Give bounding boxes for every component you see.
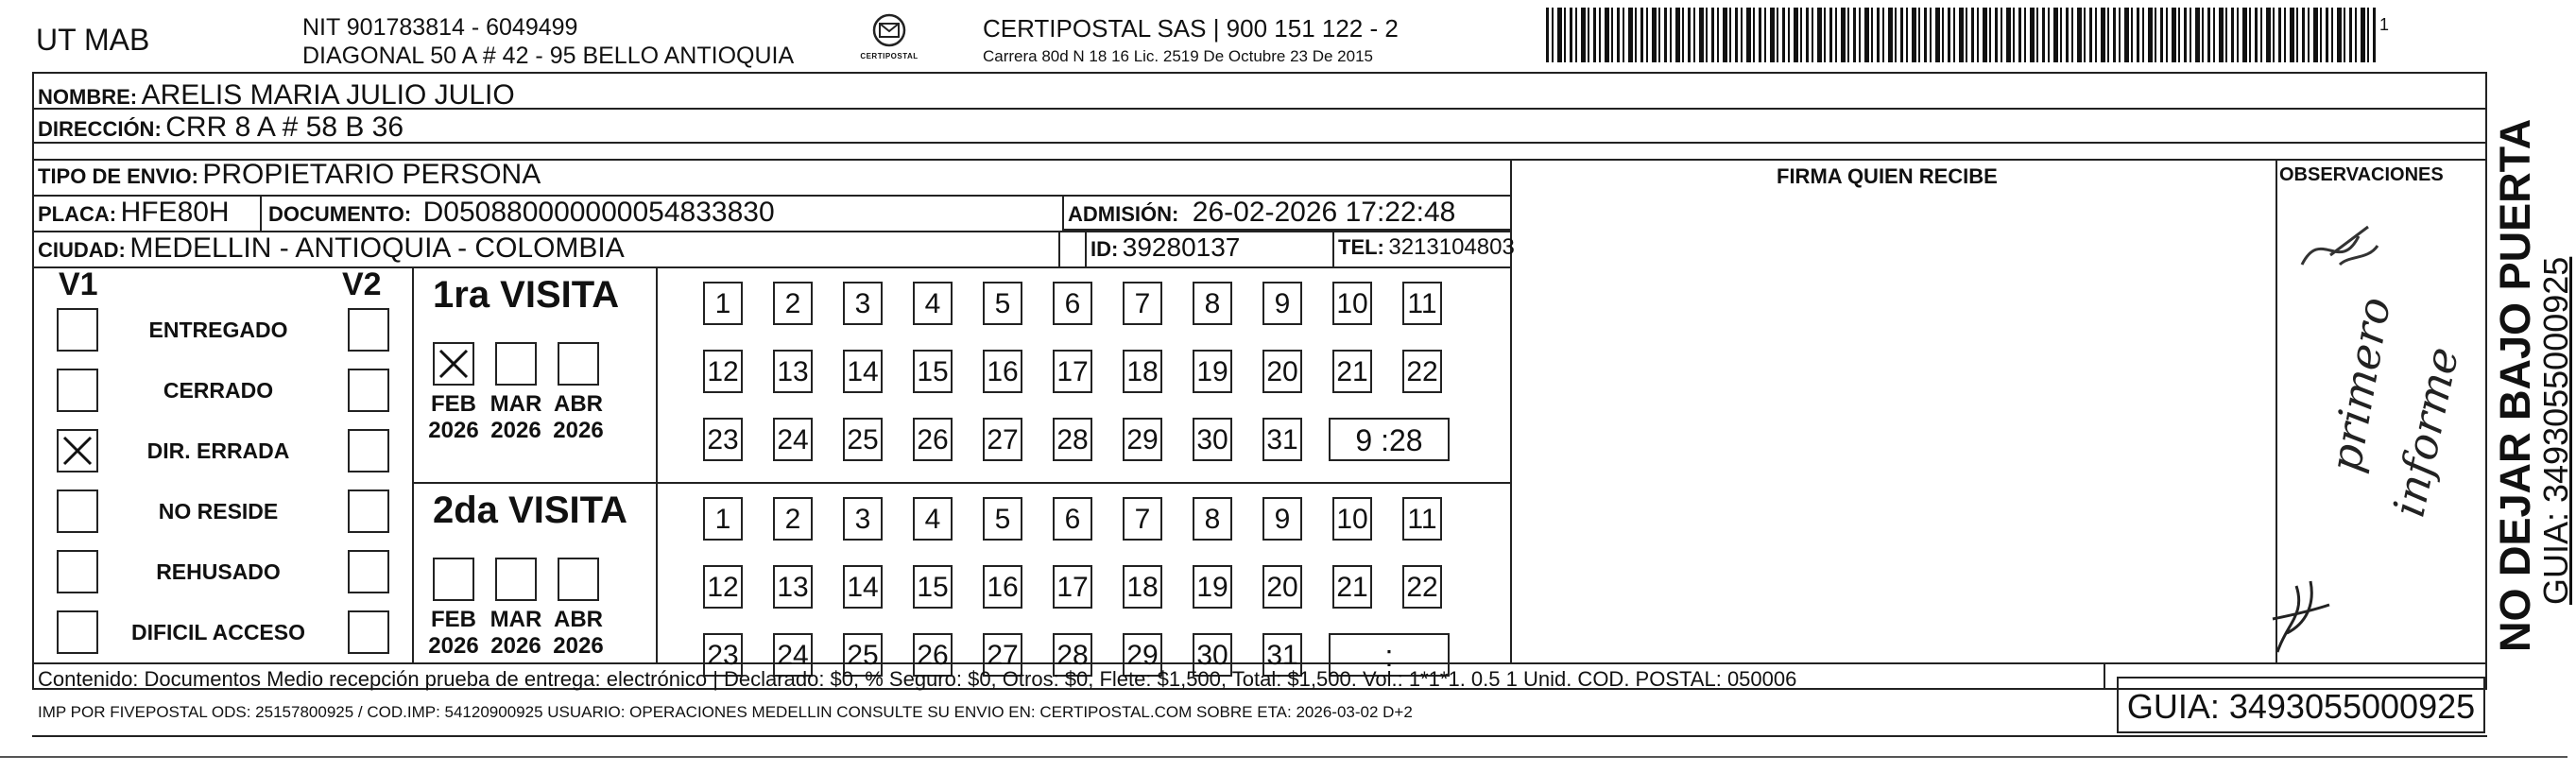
day-box[interactable]: 17 — [1053, 350, 1092, 393]
day-box[interactable]: 3 — [843, 282, 883, 325]
courier-name: CERTIPOSTAL SAS | 900 151 122 - 2 — [983, 14, 1399, 43]
day-box[interactable]: 31 — [1262, 418, 1302, 461]
day-box[interactable]: 2 — [773, 497, 813, 541]
documento-label: DOCUMENTO: — [268, 202, 412, 226]
day-box[interactable]: 9 — [1262, 497, 1302, 541]
tel-value: 3213104803 — [1388, 234, 1515, 260]
status-option-label: ENTREGADO — [148, 318, 288, 342]
day-box[interactable]: 10 — [1332, 282, 1372, 325]
rule — [32, 735, 2487, 737]
rule — [656, 266, 658, 662]
rule — [32, 266, 1510, 268]
day-box[interactable]: 25 — [843, 418, 883, 461]
v2-checkbox[interactable] — [348, 308, 389, 352]
day-box[interactable]: 13 — [773, 350, 813, 393]
time-box[interactable]: 9 :28 — [1329, 418, 1450, 461]
corner-mark: 1 — [2379, 15, 2390, 34]
day-box[interactable]: 1 — [703, 497, 743, 541]
day-box[interactable]: 27 — [983, 633, 1022, 677]
v2-checkbox[interactable] — [348, 550, 389, 593]
day-box[interactable]: 11 — [1402, 497, 1442, 541]
barcode — [1546, 8, 2378, 62]
day-box[interactable]: 8 — [1193, 497, 1232, 541]
status-option-label: DIR. ERRADA — [146, 438, 290, 463]
month-label — [486, 607, 546, 659]
rule — [32, 662, 2487, 664]
id-label: ID: — [1091, 237, 1119, 261]
day-box[interactable]: 1 — [703, 282, 743, 325]
tel-label: TEL: — [1338, 235, 1384, 259]
day-box[interactable]: 4 — [913, 497, 953, 541]
day-box[interactable]: 6 — [1053, 282, 1092, 325]
v1-checkbox[interactable] — [57, 610, 98, 654]
month-year: 2026 — [553, 632, 604, 659]
footer-imp: IMP POR FIVEPOSTAL ODS: 25157800925 / COD.IMP: 54120900925 USUARIO: OPERACIONES MEDELLIN CONSULTE SU ENVIO EN: CERTIPOSTAL.COM SOBRE ETA: 2026-03-02 D+2 — [38, 703, 1413, 721]
day-box[interactable]: 30 — [1193, 418, 1232, 461]
day-box[interactable]: 2 — [773, 282, 813, 325]
month-name: FEB — [431, 391, 476, 417]
day-box[interactable]: 22 — [1402, 350, 1442, 393]
rule — [2104, 662, 2105, 690]
documento-value: D050880000000054833830 — [422, 197, 775, 228]
month-label — [423, 607, 484, 659]
month-label — [548, 391, 609, 443]
footer-contenido: Contenido: Documentos Medio recepción prueba de entrega: electrónico | Declarado: $0, % Seguro: $0, Otros: $0, Flete: $1,500, Total: $1,500. Vol.: 1*1*1. 0.5 1 Unid. COD. POSTAL: 050006 — [38, 667, 1797, 691]
month-checkbox[interactable] — [433, 342, 474, 386]
v1-checkbox[interactable] — [57, 490, 98, 533]
v2-checkbox[interactable] — [348, 490, 389, 533]
day-box[interactable]: 16 — [983, 565, 1022, 609]
day-box[interactable]: 31 — [1262, 633, 1302, 677]
v1-checkbox[interactable] — [57, 550, 98, 593]
day-box[interactable]: 28 — [1053, 633, 1092, 677]
v1-header: V1 — [59, 266, 98, 302]
firma-label: FIRMA QUIEN RECIBE — [1777, 164, 1998, 188]
day-box[interactable]: 24 — [773, 633, 813, 677]
day-box[interactable]: 21 — [1332, 350, 1372, 393]
signature-scribble — [2258, 567, 2344, 661]
v1-checkbox[interactable] — [57, 429, 98, 472]
day-box[interactable]: 25 — [843, 633, 883, 677]
nombre-row — [38, 79, 515, 112]
day-box[interactable]: 7 — [1123, 497, 1162, 541]
rule — [412, 482, 1510, 484]
day-box[interactable]: 14 — [843, 350, 883, 393]
month-checkbox[interactable] — [558, 342, 599, 386]
day-box[interactable]: 8 — [1193, 282, 1232, 325]
day-box[interactable]: 20 — [1262, 565, 1302, 609]
day-box[interactable]: 5 — [983, 282, 1022, 325]
month-checkbox[interactable] — [558, 558, 599, 601]
visit2-title: 2da VISITA — [433, 490, 627, 531]
direccion-value: CRR 8 A # 58 B 36 — [165, 112, 404, 143]
month-label — [548, 607, 609, 659]
admision-value: 26-02-2026 17:22:48 — [1192, 197, 1456, 228]
month-year: 2026 — [428, 417, 479, 443]
month-year: 2026 — [428, 632, 479, 659]
day-box[interactable]: 11 — [1402, 282, 1442, 325]
certipostal-logo — [852, 13, 926, 60]
side-guia: GUIA: 3493055000925 — [2536, 256, 2575, 605]
time-box[interactable]: : — [1329, 633, 1450, 677]
day-box[interactable]: 19 — [1193, 350, 1232, 393]
observaciones-label: OBSERVACIONES — [2279, 164, 2444, 185]
admision-cell — [1068, 197, 1455, 229]
day-box[interactable]: 17 — [1053, 565, 1092, 609]
status-option-label: NO RESIDE — [158, 499, 279, 524]
day-box[interactable]: 21 — [1332, 565, 1372, 609]
day-box[interactable]: 23 — [703, 418, 743, 461]
month-label — [423, 391, 484, 443]
tel-cell — [1338, 234, 1515, 261]
day-box[interactable]: 6 — [1053, 497, 1092, 541]
v2-checkbox[interactable] — [348, 429, 389, 472]
handwritten-observation-2: informe — [2382, 342, 2469, 522]
day-box[interactable]: 12 — [703, 350, 743, 393]
placa-cell — [38, 197, 230, 229]
month-year: 2026 — [490, 632, 541, 659]
id-cell — [1091, 232, 1240, 263]
placa-label: PLACA: — [38, 202, 117, 226]
footer-guia: GUIA: 3493055000925 — [2117, 677, 2485, 733]
admision-label: ADMISIÓN: — [1068, 202, 1179, 226]
courier-address: Carrera 80d N 18 16 Lic. 2519 De Octubre 23 De 2015 — [983, 47, 1373, 65]
day-box[interactable]: 24 — [773, 418, 813, 461]
day-box[interactable]: 15 — [913, 350, 953, 393]
nombre-label: NOMBRE: — [38, 85, 138, 109]
month-checkbox[interactable] — [495, 342, 537, 386]
rule — [1058, 231, 1060, 266]
day-box[interactable]: 30 — [1193, 633, 1232, 677]
v2-header: V2 — [342, 266, 382, 302]
day-box[interactable]: 14 — [843, 565, 883, 609]
logo-text: CERTIPOSTAL — [860, 52, 919, 60]
rule — [1332, 231, 1334, 266]
visit1-title: 1ra VISITA — [433, 274, 620, 316]
status-option-label: REHUSADO — [156, 559, 281, 584]
day-box[interactable]: 19 — [1193, 565, 1232, 609]
company-name: UT MAB — [36, 23, 150, 57]
rule — [260, 195, 262, 231]
id-value: 39280137 — [1122, 232, 1241, 262]
month-checkbox[interactable] — [495, 558, 537, 601]
bottom-edge — [0, 756, 2567, 758]
tipo-row — [38, 159, 541, 191]
day-box[interactable]: 28 — [1053, 418, 1092, 461]
v1-checkbox[interactable] — [57, 308, 98, 352]
v2-checkbox[interactable] — [348, 369, 389, 412]
day-box[interactable]: 15 — [913, 565, 953, 609]
direccion-label: DIRECCIÓN: — [38, 117, 162, 141]
v2-checkbox[interactable] — [348, 610, 389, 654]
day-box[interactable]: 12 — [703, 565, 743, 609]
placa-value: HFE80H — [120, 197, 230, 228]
nombre-value: ARELIS MARIA JULIO JULIO — [141, 79, 515, 111]
month-checkbox[interactable] — [433, 558, 474, 601]
day-box[interactable]: 18 — [1123, 350, 1162, 393]
day-box[interactable]: 16 — [983, 350, 1022, 393]
day-box[interactable]: 29 — [1123, 418, 1162, 461]
day-box[interactable]: 7 — [1123, 282, 1162, 325]
day-box[interactable]: 9 — [1262, 282, 1302, 325]
company-address: DIAGONAL 50 A # 42 - 95 BELLO ANTIOQUIA — [302, 43, 795, 69]
tipo-label: TIPO DE ENVIO: — [38, 164, 198, 188]
rule — [1085, 231, 1087, 266]
day-box[interactable]: 3 — [843, 497, 883, 541]
status-option-label: CERRADO — [163, 378, 274, 403]
ciudad-cell — [38, 232, 625, 265]
day-box[interactable]: 27 — [983, 418, 1022, 461]
ciudad-label: CIUDAD: — [38, 238, 126, 262]
day-box[interactable]: 26 — [913, 633, 953, 677]
handwritten-observation-1: primero — [2319, 293, 2401, 476]
company-nit: NIT 901783814 - 6049499 — [302, 14, 578, 41]
status-option-label: DIFICIL ACCESO — [130, 620, 305, 644]
month-year: 2026 — [490, 417, 541, 443]
x-mark-icon — [59, 431, 96, 471]
envelope-logo-icon — [870, 13, 908, 47]
day-box[interactable]: 5 — [983, 497, 1022, 541]
month-name: MAR — [489, 607, 542, 632]
day-box[interactable]: 29 — [1123, 633, 1162, 677]
side-warning: NO DEJAR BAJO PUERTA — [2491, 118, 2539, 652]
day-box[interactable]: 4 — [913, 282, 953, 325]
tipo-value: PROPIETARIO PERSONA — [202, 159, 541, 190]
month-name: ABR — [554, 391, 603, 417]
documento-cell — [268, 197, 775, 229]
month-name: MAR — [489, 391, 542, 417]
day-box[interactable]: 26 — [913, 418, 953, 461]
month-name: FEB — [431, 607, 476, 632]
ciudad-value: MEDELLIN - ANTIOQUIA - COLOMBIA — [129, 232, 625, 264]
v1-checkbox[interactable] — [57, 369, 98, 412]
day-box[interactable]: 20 — [1262, 350, 1302, 393]
rule — [412, 266, 414, 662]
month-year: 2026 — [553, 417, 604, 443]
direccion-row — [38, 112, 404, 144]
initials-scribble — [2293, 208, 2387, 283]
day-box[interactable]: 10 — [1332, 497, 1372, 541]
day-box[interactable]: 18 — [1123, 565, 1162, 609]
day-box[interactable]: 23 — [703, 633, 743, 677]
month-label — [486, 391, 546, 443]
x-mark-icon — [435, 344, 472, 384]
day-box[interactable]: 22 — [1402, 565, 1442, 609]
month-name: ABR — [554, 607, 603, 632]
day-box[interactable]: 13 — [773, 565, 813, 609]
